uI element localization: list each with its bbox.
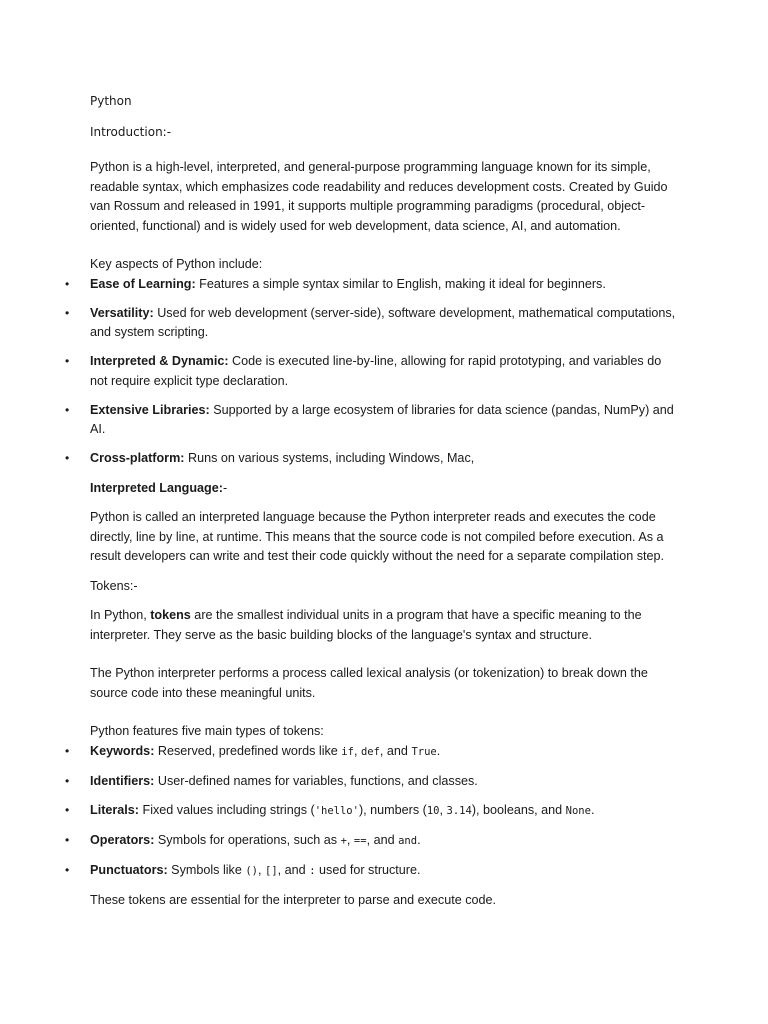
token-types-list	[65, 742, 682, 882]
list-item-text: Fixed values including strings (	[139, 802, 315, 817]
list-item	[65, 861, 682, 882]
tokens-paragraph-1-before: In Python,	[90, 608, 151, 622]
list-item-text: , and	[379, 743, 412, 758]
interpreted-language-heading-text: Interpreted Language:	[90, 480, 223, 495]
code-snippet: +	[340, 834, 347, 847]
list-item-text: ,	[439, 802, 447, 817]
tokens-paragraph-1-after: are the smallest individual units in a program that have a specific meaning to the interpreter. They serve as the basic building blocks of the language's syntax and structure.	[90, 608, 642, 642]
key-aspects-list	[65, 275, 682, 469]
code-snippet: and	[398, 834, 418, 847]
list-item-text: ), numbers (	[358, 802, 427, 817]
list-item-text: , and	[366, 832, 399, 847]
bullet-icon: •	[65, 402, 70, 417]
bullet-icon: •	[65, 832, 70, 847]
token-types-lead: Python features five main types of tokens:	[90, 724, 324, 738]
list-item-term: Versatility:	[90, 305, 154, 320]
list-item	[65, 831, 682, 852]
key-aspects-lead: Key aspects of Python include:	[90, 257, 263, 271]
closing-paragraph: These tokens are essential for the interpreter to parse and execute code.	[90, 893, 497, 907]
document-title: Python	[90, 94, 132, 108]
introduction-heading: Introduction:-	[90, 124, 172, 139]
list-item	[65, 352, 682, 391]
list-item-text: Code is executed line-by-line, allowing for rapid prototyping, and variables do not require explicit type declaration.	[90, 354, 662, 388]
bullet-icon: •	[65, 451, 70, 465]
list-item-text: .	[590, 802, 595, 817]
bullet-icon: •	[65, 305, 70, 320]
code-snippet: :	[309, 864, 316, 877]
list-item-term: Keywords:	[90, 743, 155, 758]
code-snippet: ==	[353, 834, 367, 847]
list-item-text: Symbols for operations, such as	[154, 832, 341, 847]
list-item-text: used for structure.	[315, 862, 421, 877]
list-item	[65, 304, 682, 343]
code-snippet: def	[360, 745, 380, 758]
code-snippet: 3.14	[446, 804, 472, 817]
list-item	[65, 275, 682, 295]
list-item-text: ), booleans, and	[471, 802, 566, 817]
code-snippet: ()	[245, 864, 259, 877]
list-item-text: User-defined names for variables, functions, and classes.	[154, 773, 478, 788]
document-body	[65, 92, 682, 911]
interpreted-language-heading	[90, 479, 682, 499]
code-snippet: 10	[426, 804, 440, 817]
list-item-text: Reserved, predefined words like	[154, 743, 342, 758]
list-item-text: Supported by a large ecosystem of libraries for data science (pandas, NumPy) and AI.	[90, 402, 674, 436]
list-item-term: Extensive Libraries:	[90, 402, 210, 417]
list-item-term: Ease of Learning:	[90, 276, 196, 291]
list-item-text: ,	[346, 832, 354, 847]
list-item-text: Used for web development (server-side), software development, mathematical computations, and system scripting.	[90, 305, 676, 339]
bullet-icon: •	[65, 773, 70, 788]
list-item-text: .	[417, 832, 421, 847]
code-snippet: None	[565, 804, 591, 817]
list-item	[65, 449, 682, 469]
code-snippet: []	[265, 864, 278, 877]
list-item-term: Literals:	[90, 802, 139, 817]
list-item-text: ,	[258, 862, 266, 877]
tokens-paragraph-2: The Python interpreter performs a process called lexical analysis (or tokenization) to break down the source code into these meaningful units.	[90, 666, 648, 700]
list-item-term: Operators:	[90, 832, 155, 847]
tokens-heading: Tokens:-	[90, 578, 138, 593]
bullet-icon: •	[65, 802, 70, 817]
list-item-term: Cross-platform:	[90, 451, 185, 465]
bullet-icon: •	[65, 276, 70, 291]
list-item-text: .	[436, 743, 441, 758]
list-item-term: Punctuators:	[90, 862, 168, 877]
list-item-term: Interpreted & Dynamic:	[90, 354, 229, 368]
list-item-text: ,	[353, 743, 361, 758]
list-item-text: Runs on various systems, including Windows, Mac,	[184, 451, 475, 465]
code-snippet: 'hello'	[314, 804, 359, 817]
list-item-term: Identifiers:	[90, 773, 155, 788]
tokens-paragraph-1	[90, 606, 682, 645]
list-item	[65, 772, 682, 792]
interpreted-language-heading-suffix: -	[222, 480, 228, 495]
list-item	[65, 742, 682, 763]
list-item-text: , and	[277, 862, 310, 877]
tokens-paragraph-1-bold: tokens	[150, 608, 191, 622]
code-snippet: if	[341, 745, 354, 758]
list-item	[65, 801, 682, 822]
list-item-text: Features a simple syntax similar to English, making it ideal for beginners.	[195, 276, 606, 291]
interpreted-language-paragraph: Python is called an interpreted language because the Python interpreter reads and executes the code directly, line by line, at runtime. This means that the source code is not compiled before execution. As a result developers can write and test their code quickly without the need for a separate compilation step.	[90, 510, 665, 563]
introduction-paragraph: Python is a high-level, interpreted, and general-purpose programming language known for its simple, readable syntax, which emphasizes code readability and reduces development costs. Created by Guido van Rossum and released in 1991, it supports multiple programming paradigms (procedural, object-oriented, functional) and is widely used for web development, data science, AI, and automation.	[90, 160, 668, 233]
list-item-text: Symbols like	[167, 862, 246, 877]
list-item	[65, 401, 682, 440]
code-snippet: True	[411, 745, 437, 758]
bullet-icon: •	[65, 354, 70, 368]
bullet-icon: •	[65, 743, 70, 758]
bullet-icon: •	[65, 862, 70, 877]
